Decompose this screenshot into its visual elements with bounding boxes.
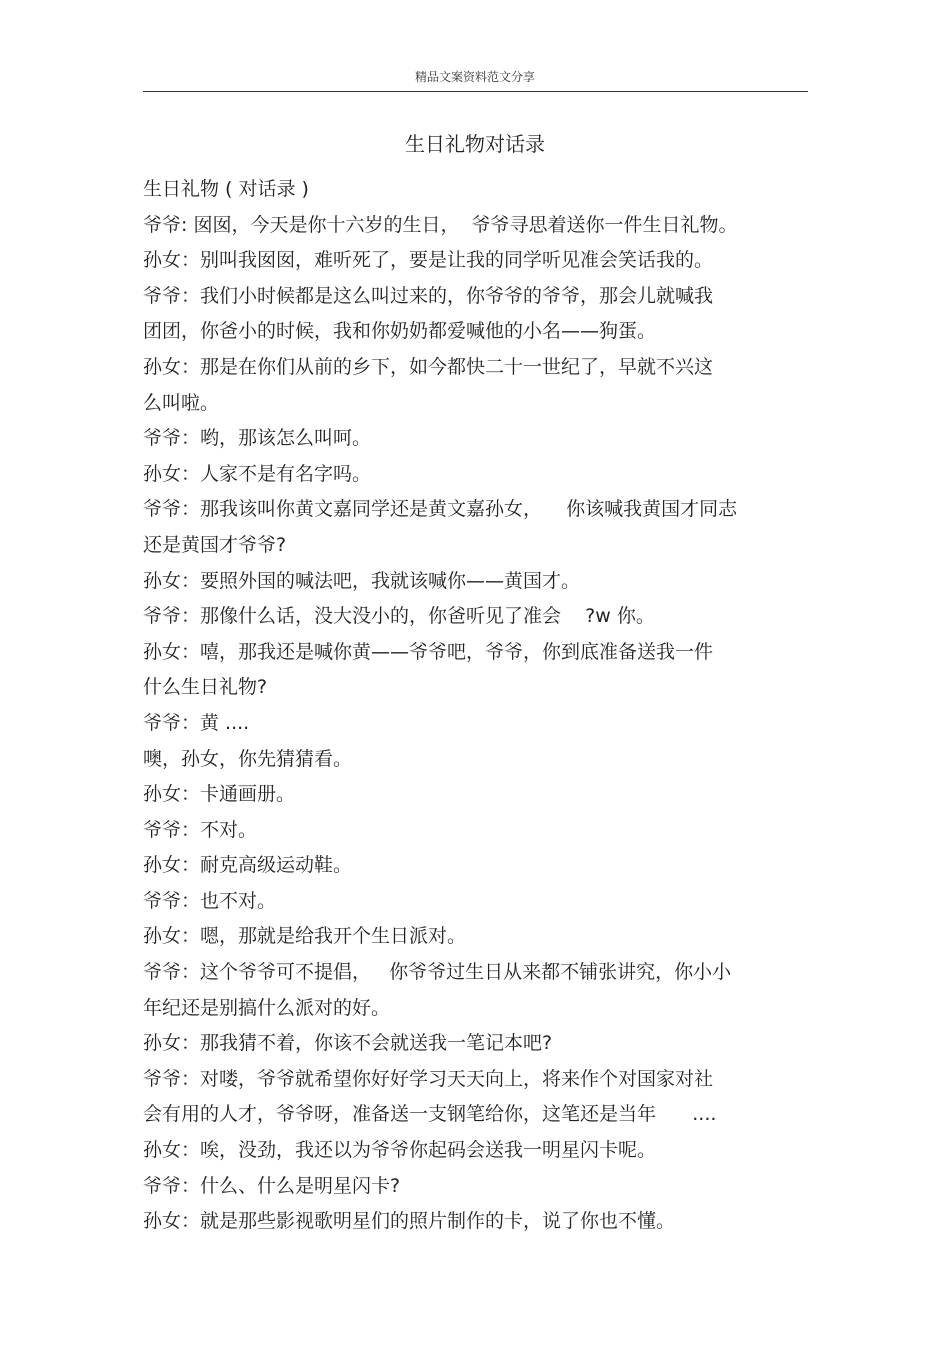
dialogue-line: 爷爷：我们小时候都是这么叫过来的，你爷爷的爷爷，那会儿就喊我 <box>143 284 714 307</box>
dialogue-line: 爷爷：黄 .... <box>143 711 250 734</box>
page-header: 精品文案资料范文分享 <box>414 70 535 84</box>
dialogue-line: 爷爷：那我该叫你黄文嘉同学还是黄文嘉孙女， 你该喊我黄国才同志 <box>143 498 738 521</box>
dialogue-line: 孙女：就是那些影视歌明星们的照片制作的卡，说了你也不懂。 <box>143 1210 676 1233</box>
dialogue-line: 还是黄国才爷爷? <box>143 533 287 556</box>
document-title: 生日礼物对话录 <box>405 132 545 156</box>
dialogue-line: 团团，你爸小的时候，我和你奶奶都爱喊他的小名——狗蛋。 <box>143 320 657 343</box>
dialogue-line: 孙女：那是在你们从前的乡下，如今都快二十一世纪了，早就不兴这 <box>143 355 714 378</box>
dialogue-line: 孙女：人家不是有名字吗。 <box>143 462 372 485</box>
dialogue-line: 爷爷：什么、什么是明星闪卡? <box>143 1174 401 1197</box>
dialogue-line: 孙女：卡通画册。 <box>143 783 296 806</box>
dialogue-line: 孙女：嗯，那就是给我开个生日派对。 <box>143 925 467 948</box>
dialogue-line: 孙女：嘻，那我还是喊你黄——爷爷吧，爷爷，你到底准备送我一件 <box>143 640 714 663</box>
dialogue-line: 噢，孙女，你先猜猜看。 <box>143 747 353 770</box>
dialogue-line: 什么生日礼物? <box>143 676 268 699</box>
dialogue-line: 孙女：耐克高级运动鞋。 <box>143 854 353 877</box>
dialogue-line: 爷爷：哟，那该怎么叫呵。 <box>143 427 372 450</box>
dialogue-line: 爷爷：对喽，爷爷就希望你好好学习天天向上，将来作个对国家对社 <box>143 1067 714 1090</box>
dialogue-body <box>143 172 823 1240</box>
dialogue-line: 孙女：别叫我囡囡，难听死了，要是让我的同学听见准会笑话我的。 <box>143 249 714 272</box>
dialogue-line: 孙女：唉，没劲，我还以为爷爷你起码会送我一明星闪卡呢。 <box>143 1139 657 1162</box>
dialogue-line: 爷爷：不对。 <box>143 818 258 841</box>
dialogue-line: 孙女：那我猜不着，你该不会就送我一笔记本吧? <box>143 1032 553 1055</box>
dialogue-line: 年纪还是别搞什么派对的好。 <box>143 996 391 1019</box>
dialogue-line: 会有用的人才，爷爷呀，准备送一支钢笔给你，这笔还是当年 .... <box>143 1103 717 1126</box>
dialogue-line: 爷爷：那像什么话，没大没小的，你爸听见了准会 ?w 你。 <box>143 605 655 628</box>
dialogue-line: 孙女：要照外国的喊法吧，我就该喊你——黄国才。 <box>143 569 581 592</box>
dialogue-line: 爷爷：这个爷爷可不提倡， 你爷爷过生日从来都不铺张讲究，你小小 <box>143 961 732 984</box>
dialogue-line: 爷爷: 囡囡，今天是你十六岁的生日， 爷爷寻思着送你一件生日礼物。 <box>143 213 738 236</box>
dialogue-line: 么叫啦。 <box>143 391 220 414</box>
dialogue-line: 生日礼物 ( 对话录 ) <box>143 178 309 200</box>
header-rule <box>143 91 808 92</box>
dialogue-line: 爷爷：也不对。 <box>143 889 277 912</box>
